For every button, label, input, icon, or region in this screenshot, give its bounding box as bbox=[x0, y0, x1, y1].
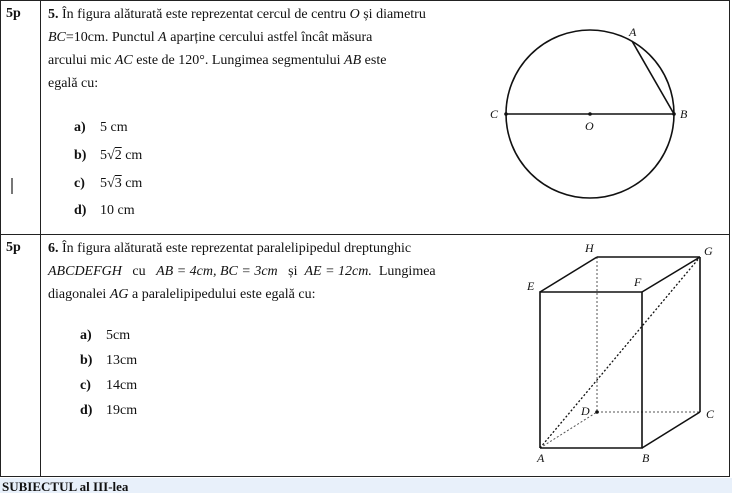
problem5-option-b[interactable]: b) 5√2 cm bbox=[74, 148, 143, 163]
math-O: O bbox=[349, 7, 360, 22]
edge-EH bbox=[540, 257, 597, 292]
option-value: 5cm bbox=[106, 328, 131, 343]
option-label: b) bbox=[74, 148, 87, 163]
edge-BC bbox=[642, 412, 700, 448]
problem6-line2d: și bbox=[288, 264, 298, 279]
option-unit: cm bbox=[125, 176, 143, 191]
option-value: 5 bbox=[100, 176, 107, 191]
math-AC: AC bbox=[114, 53, 133, 68]
option-value: 19cm bbox=[106, 403, 138, 418]
label-F: F bbox=[634, 275, 642, 289]
problem5-line3e: este bbox=[364, 53, 387, 68]
option-label: a) bbox=[74, 120, 86, 135]
math-AB: AB bbox=[344, 53, 362, 68]
math-AE: AE = 12cm. bbox=[304, 264, 372, 279]
problem6-line1: În figura alăturată este reprezentat paralelipipedul dreptunghic bbox=[62, 241, 412, 256]
problem5-line2d: aparține cercului astfel încât măsura bbox=[170, 30, 373, 45]
section-title: SUBIECTUL al III-lea bbox=[2, 479, 129, 494]
problem5-line3a: arcului mic bbox=[48, 53, 112, 68]
label-B: B bbox=[680, 107, 688, 121]
problem6-line3c: a paralelipipedului este egală cu: bbox=[131, 287, 316, 302]
section-footer bbox=[0, 478, 732, 493]
label-O: O bbox=[585, 119, 594, 133]
problem5-points: 5p bbox=[6, 6, 21, 21]
option-value: 5 bbox=[100, 148, 107, 163]
problem5-line3c: este de 120°. Lungimea segmentului bbox=[136, 53, 341, 68]
problem6-points: 5p bbox=[6, 240, 21, 255]
problem5-line1: În figura alăturată este reprezentat cercul de centru bbox=[62, 7, 347, 22]
option-root: 3 bbox=[114, 176, 122, 191]
point-B bbox=[672, 112, 676, 116]
problem6-line3a: diagonalei bbox=[48, 287, 107, 302]
label-D: D bbox=[581, 404, 590, 418]
problem5-line1b: și diametru bbox=[363, 7, 426, 22]
math-dims: AB = 4cm, BC = 3cm bbox=[156, 264, 278, 279]
segment-AB bbox=[632, 41, 674, 114]
label-B: B bbox=[642, 451, 650, 465]
option-label: c) bbox=[80, 378, 91, 393]
problem5-line4: egală cu: bbox=[48, 76, 99, 91]
label-A: A bbox=[537, 451, 545, 465]
label-C: C bbox=[490, 107, 499, 121]
option-value: 5 cm bbox=[100, 120, 128, 135]
circle-figure bbox=[490, 25, 688, 198]
problem6-number: 6. bbox=[48, 241, 59, 256]
option-label: d) bbox=[74, 203, 87, 218]
option-label: b) bbox=[80, 353, 93, 368]
option-unit: cm bbox=[125, 148, 143, 163]
point-C bbox=[504, 112, 508, 116]
edge-FG bbox=[642, 257, 700, 292]
label-G: G bbox=[704, 244, 713, 258]
option-value: 14cm bbox=[106, 378, 138, 393]
problem5-line2b: =10cm. Punctul bbox=[65, 30, 155, 45]
option-value: 13cm bbox=[106, 353, 138, 368]
label-E: E bbox=[527, 279, 535, 293]
option-label: d) bbox=[80, 403, 93, 418]
math-BC: BC bbox=[48, 30, 66, 45]
problem5-option-c[interactable]: c) 5√3 cm bbox=[74, 176, 143, 191]
point-D bbox=[595, 410, 599, 414]
option-value: 10 cm bbox=[100, 203, 135, 218]
label-H: H bbox=[585, 241, 594, 255]
center-point bbox=[588, 112, 592, 116]
math-AG: AG bbox=[109, 287, 129, 302]
math-ABCDEFGH: ABCDEFGH bbox=[48, 264, 122, 279]
box-figure bbox=[526, 241, 715, 465]
problem5-number: 5. bbox=[48, 7, 59, 22]
label-C: C bbox=[706, 407, 715, 421]
diagonal-AG bbox=[540, 257, 700, 448]
option-root: 2 bbox=[114, 148, 122, 163]
problem6-line2b: cu bbox=[132, 264, 146, 279]
label-A: A bbox=[629, 25, 637, 39]
option-label: c) bbox=[74, 176, 85, 191]
problem6-line2f: Lungimea bbox=[378, 264, 436, 279]
front-face bbox=[540, 292, 642, 448]
option-label: a) bbox=[80, 328, 92, 343]
math-A: A bbox=[158, 30, 167, 45]
